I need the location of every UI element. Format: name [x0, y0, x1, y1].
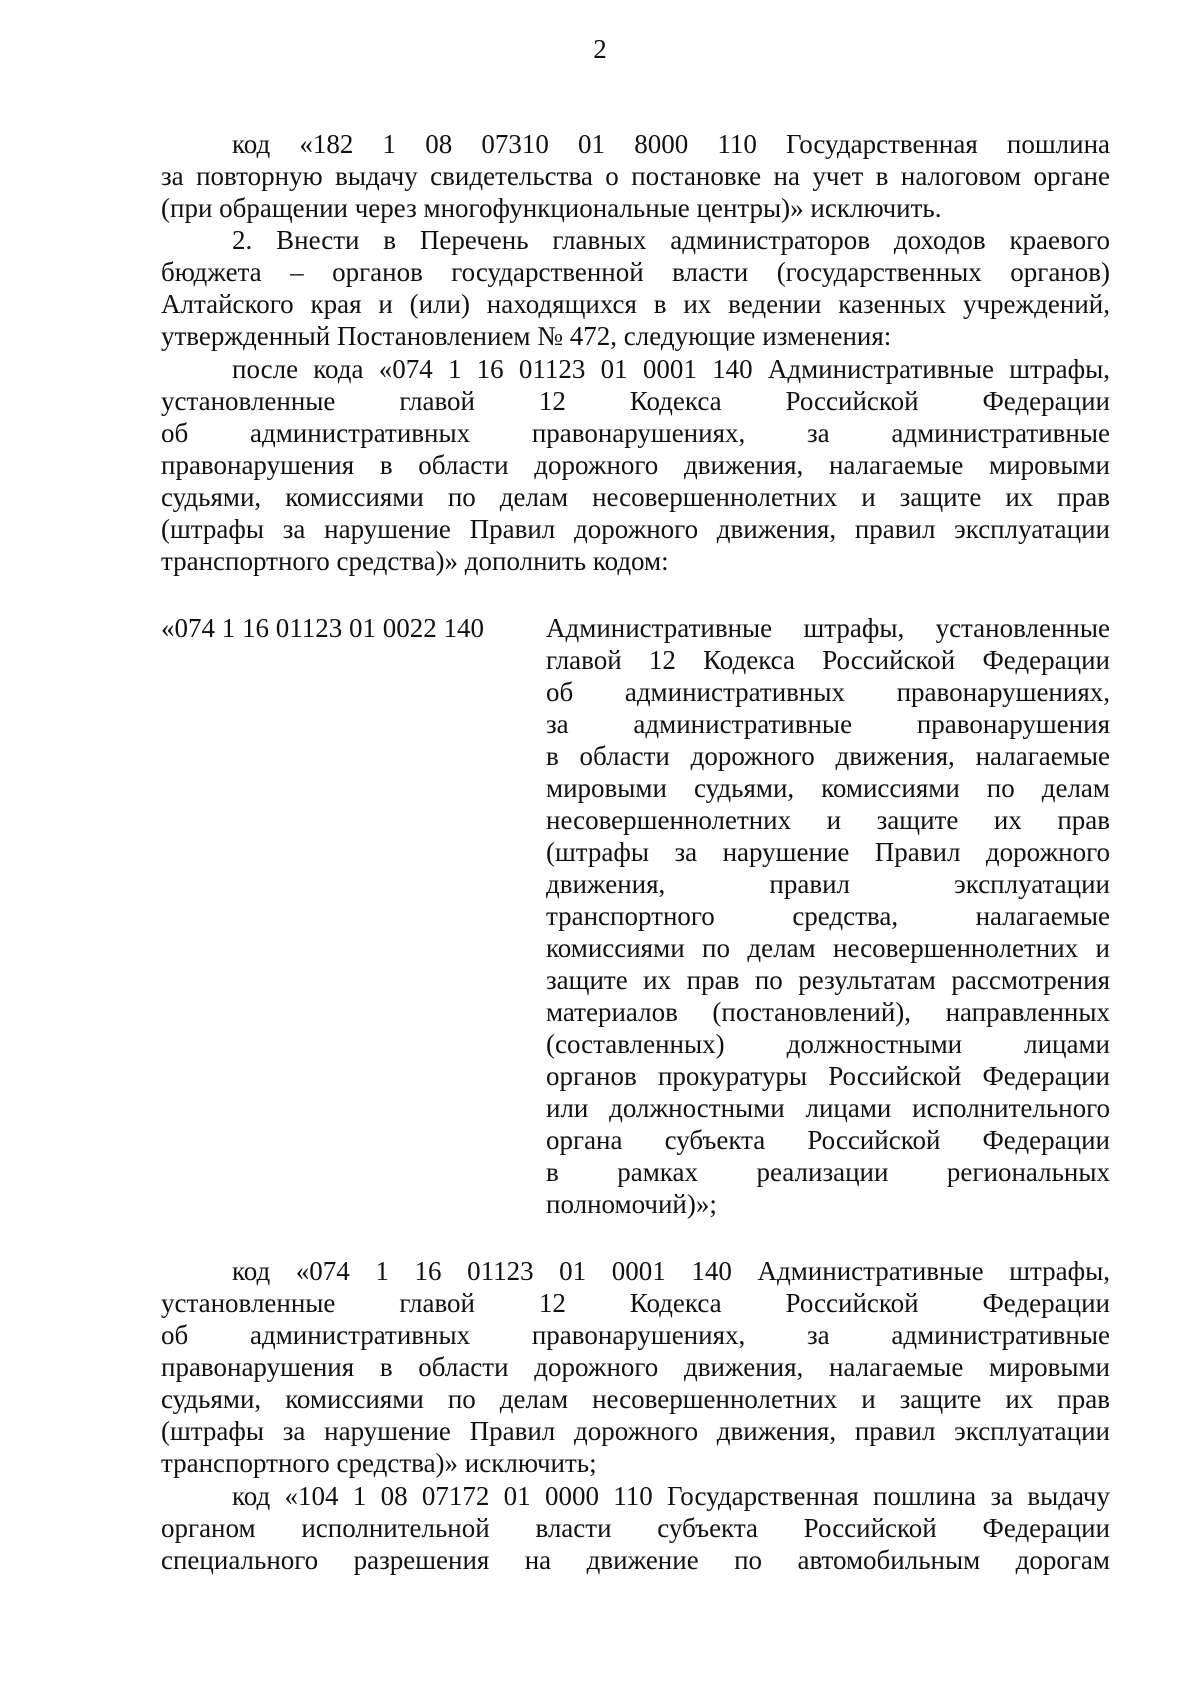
code-description-line: движения, правил эксплуатации — [546, 869, 1110, 899]
text-line: 2. Внести в Перечень главных администраторов доходов краевого — [232, 225, 1110, 255]
code-description-line: (штрафы за нарушение Правил дорожного — [546, 837, 1110, 867]
code-description-line: в рамках реализации региональных — [546, 1157, 1110, 1187]
text-line: органом исполнительной власти субъекта Российской Федерации — [161, 1513, 1110, 1543]
new-code: «074 1 16 01123 01 0022 140 — [161, 613, 484, 643]
code-description-line: комиссиями по делам несовершеннолетних и — [546, 933, 1110, 963]
code-description-line: материалов (постановлений), направленных — [546, 997, 1110, 1027]
text-line: об административных правонарушениях, за административные — [161, 1320, 1110, 1350]
text-line: установленные главой 12 Кодекса Российской Федерации — [161, 1288, 1110, 1318]
text-line: Алтайского края и (или) находящихся в их ведении казенных учреждений, — [161, 289, 1110, 319]
code-description-line: главой 12 Кодекса Российской Федерации — [546, 645, 1110, 675]
text-line: (при обращении через многофункциональные центры)» исключить. — [161, 193, 942, 223]
text-line: код «104 1 08 07172 01 0000 110 Государственная пошлина за выдачу — [232, 1481, 1110, 1511]
text-line: бюджета – органов государственной власти (государственных органов) — [161, 257, 1110, 287]
code-description-line: органа субъекта Российской Федерации — [546, 1125, 1110, 1155]
text-line: транспортного средства)» исключить; — [161, 1448, 597, 1478]
code-description-line: транспортного средства, налагаемые — [546, 901, 1110, 931]
text-line: правонарушения в области дорожного движения, налагаемые мировыми — [161, 450, 1110, 480]
code-description-line: за административные правонарушения — [546, 709, 1110, 739]
text-line: правонарушения в области дорожного движения, налагаемые мировыми — [161, 1352, 1110, 1382]
code-description-line: (составленных) должностными лицами — [546, 1029, 1110, 1059]
text-line: специального разрешения на движение по автомобильным дорогам — [161, 1545, 1110, 1575]
text-line: судьями, комиссиями по делам несовершеннолетних и защите их прав — [161, 482, 1110, 512]
text-line: код «182 1 08 07310 01 8000 110 Государственная пошлина — [232, 129, 1110, 159]
code-description-line: несовершеннолетних и защите их прав — [546, 805, 1110, 835]
text-line: судьями, комиссиями по делам несовершеннолетних и защите их прав — [161, 1384, 1110, 1414]
code-description-line: Административные штрафы, установленные — [546, 613, 1110, 643]
code-description-line: или должностными лицами исполнительного — [546, 1093, 1110, 1123]
text-line: утвержденный Постановлением № 472, следующие изменения: — [161, 321, 892, 351]
page-number: 2 — [593, 34, 607, 64]
text-line: за повторную выдачу свидетельства о постановке на учет в налоговом органе — [161, 161, 1110, 191]
text-line: (штрафы за нарушение Правил дорожного движения, правил эксплуатации — [161, 514, 1110, 544]
text-line: об административных правонарушениях, за административные — [161, 418, 1110, 448]
text-line: код «074 1 16 01123 01 0001 140 Административные штрафы, — [232, 1256, 1110, 1286]
code-description-line: об административных правонарушениях, — [546, 677, 1110, 707]
text-line: после кода «074 1 16 01123 01 0001 140 Административные штрафы, — [232, 354, 1110, 384]
code-description-line: защите их прав по результатам рассмотрения — [546, 965, 1110, 995]
code-description-line: мировыми судьями, комиссиями по делам — [546, 773, 1110, 803]
code-description-line: полномочий)»; — [546, 1189, 717, 1219]
text-line: установленные главой 12 Кодекса Российской Федерации — [161, 386, 1110, 416]
text-line: (штрафы за нарушение Правил дорожного движения, правил эксплуатации — [161, 1416, 1110, 1446]
code-description-line: в области дорожного движения, налагаемые — [546, 741, 1110, 771]
code-description-line: органов прокуратуры Российской Федерации — [546, 1061, 1110, 1091]
text-line: транспортного средства)» дополнить кодом: — [161, 546, 669, 576]
